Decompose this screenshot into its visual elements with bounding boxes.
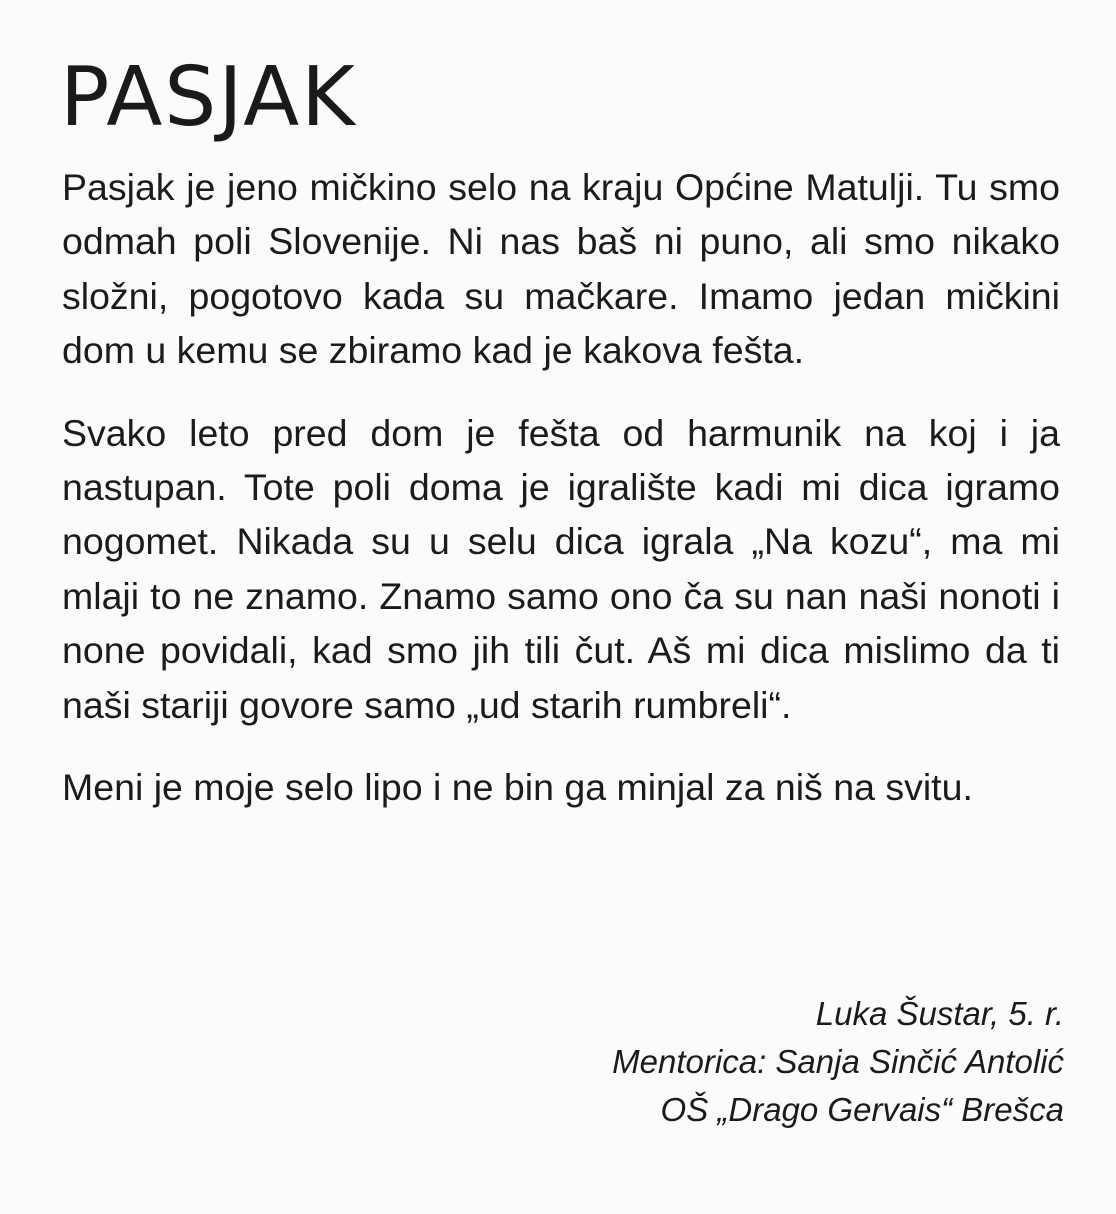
- mentor-line: Mentorica: Sanja Sinčić Antolić: [612, 1043, 1064, 1080]
- paragraph-1: Pasjak je jeno mičkino selo na kraju Općine Matulji. Tu smo odmah poli Slovenije. Ni nas baš ni puno, ali smo nikako složni, pogotovo kada su mačkare. Imamo jedan mičkini dom u kemu se zbiramo kad je kakova fešta.: [62, 166, 1060, 372]
- paragraph-2: Svako leto pred dom je fešta od harmunik na koj i ja nastupan. Tote poli doma je igralište kadi mi dica igramo nogomet. Nikada su u selu dica igrala „Na kozu“, ma mi mlaji to ne znamo. Znamo samo ono ča su nan naši nonoti i none povidali, kad smo jih tili čut. Aš mi dica mislimo da ti naši stariji govore samo „ud starih rumbreli“.: [62, 411, 1060, 726]
- school-line: OŠ „Drago Gervais“ Brešca: [660, 1091, 1064, 1128]
- author-line: Luka Šustar, 5. r.: [815, 995, 1064, 1032]
- article-body: [62, 160, 1060, 842]
- page-title: PASJAK: [60, 50, 357, 145]
- paragraph-3: Meni je moje selo lipo i ne bin ga minjal za niš na svitu.: [62, 766, 973, 809]
- signature-block: [612, 990, 1064, 1134]
